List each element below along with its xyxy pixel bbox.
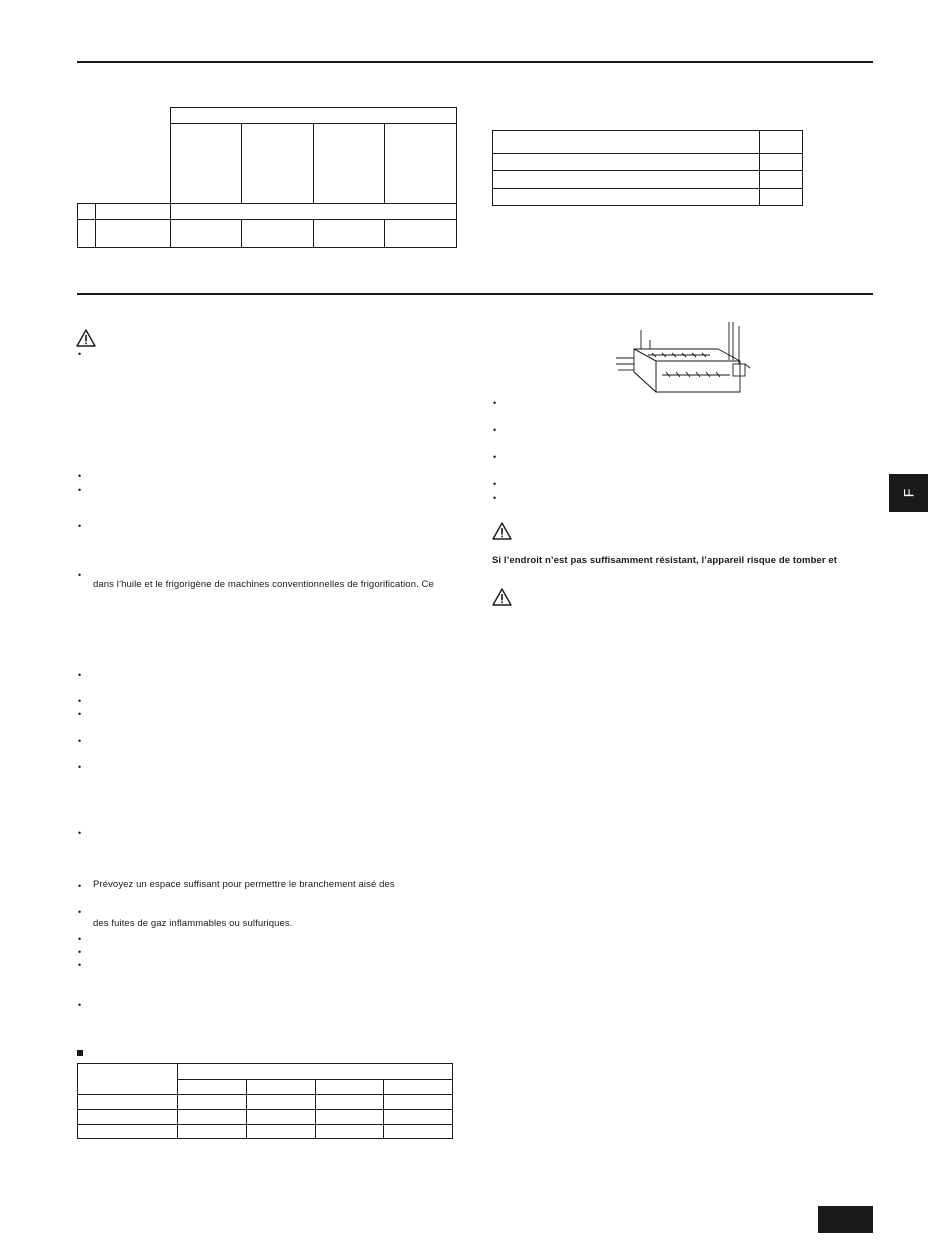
bullet-dot-icon: • <box>493 452 497 462</box>
bullet-dot-icon: • <box>78 709 82 719</box>
table-line <box>78 1124 452 1125</box>
table-line <box>77 203 78 248</box>
bullet-dot-icon: • <box>78 349 82 359</box>
square-bullet-icon <box>77 1050 83 1056</box>
table-line <box>170 107 171 248</box>
body-text-line: Prévoyez un espace suffisant pour permettre le branchement aisé des <box>93 879 395 890</box>
dimension-table-bottom-left <box>77 1063 453 1139</box>
table-line <box>77 247 457 248</box>
table-line <box>315 1079 316 1138</box>
bullet-dot-icon: • <box>78 934 82 944</box>
bullet-dot-icon: • <box>493 398 497 408</box>
bullet-dot-icon: • <box>78 485 82 495</box>
table-line <box>177 1064 178 1138</box>
page-number-box <box>818 1206 873 1233</box>
section-rule-middle <box>77 293 873 295</box>
bullet-dot-icon: • <box>493 493 497 503</box>
table-line <box>759 131 760 205</box>
table-line <box>313 219 314 248</box>
section-rule-top <box>77 61 873 63</box>
bullet-dot-icon: • <box>78 907 82 917</box>
bullet-dot-icon: • <box>78 696 82 706</box>
table-line <box>246 1079 247 1138</box>
table-line <box>77 203 457 204</box>
table-line <box>77 219 457 220</box>
table-line <box>493 188 802 189</box>
table-line <box>456 107 457 248</box>
warning-triangle-icon <box>492 588 512 606</box>
table-line <box>241 219 242 248</box>
body-text-line: des fuites de gaz inflammables ou sulfuriques. <box>93 918 293 929</box>
table-line <box>384 123 385 204</box>
table-line <box>78 1109 452 1110</box>
bullet-dot-icon: • <box>493 425 497 435</box>
language-tab <box>889 474 928 512</box>
table-line <box>493 170 802 171</box>
warning-triangle-icon <box>492 522 512 540</box>
bullet-dot-icon: • <box>78 670 82 680</box>
bullet-dot-icon: • <box>78 1000 82 1010</box>
language-tab-label: F <box>900 488 917 498</box>
indoor-unit-illustration <box>612 320 762 396</box>
table-line <box>170 107 457 108</box>
table-line <box>383 1079 384 1138</box>
table-line <box>313 123 314 204</box>
table-line <box>384 219 385 248</box>
bullet-dot-icon: • <box>78 881 82 891</box>
parts-table-top-right <box>492 130 803 206</box>
bullet-dot-icon: • <box>78 570 82 580</box>
bullet-dot-icon: • <box>78 828 82 838</box>
bullet-dot-icon: • <box>78 762 82 772</box>
table-line <box>241 123 242 204</box>
warning-strength-text: Si l’endroit n’est pas suffisamment résistant, l’appareil risque de tomber et <box>492 555 838 566</box>
body-text-line: dans l’huile et le frigorigène de machines conventionnelles de frigorification. Ce <box>93 579 434 590</box>
table-line <box>78 1094 452 1095</box>
warning-triangle-icon <box>76 329 96 347</box>
bullet-dot-icon: • <box>78 736 82 746</box>
bullet-dot-icon: • <box>493 479 497 489</box>
bullet-dot-icon: • <box>78 471 82 481</box>
table-line <box>95 203 96 248</box>
bullet-dot-icon: • <box>78 947 82 957</box>
bullet-dot-icon: • <box>78 521 82 531</box>
bullet-dot-icon: • <box>78 960 82 970</box>
table-line <box>493 153 802 154</box>
